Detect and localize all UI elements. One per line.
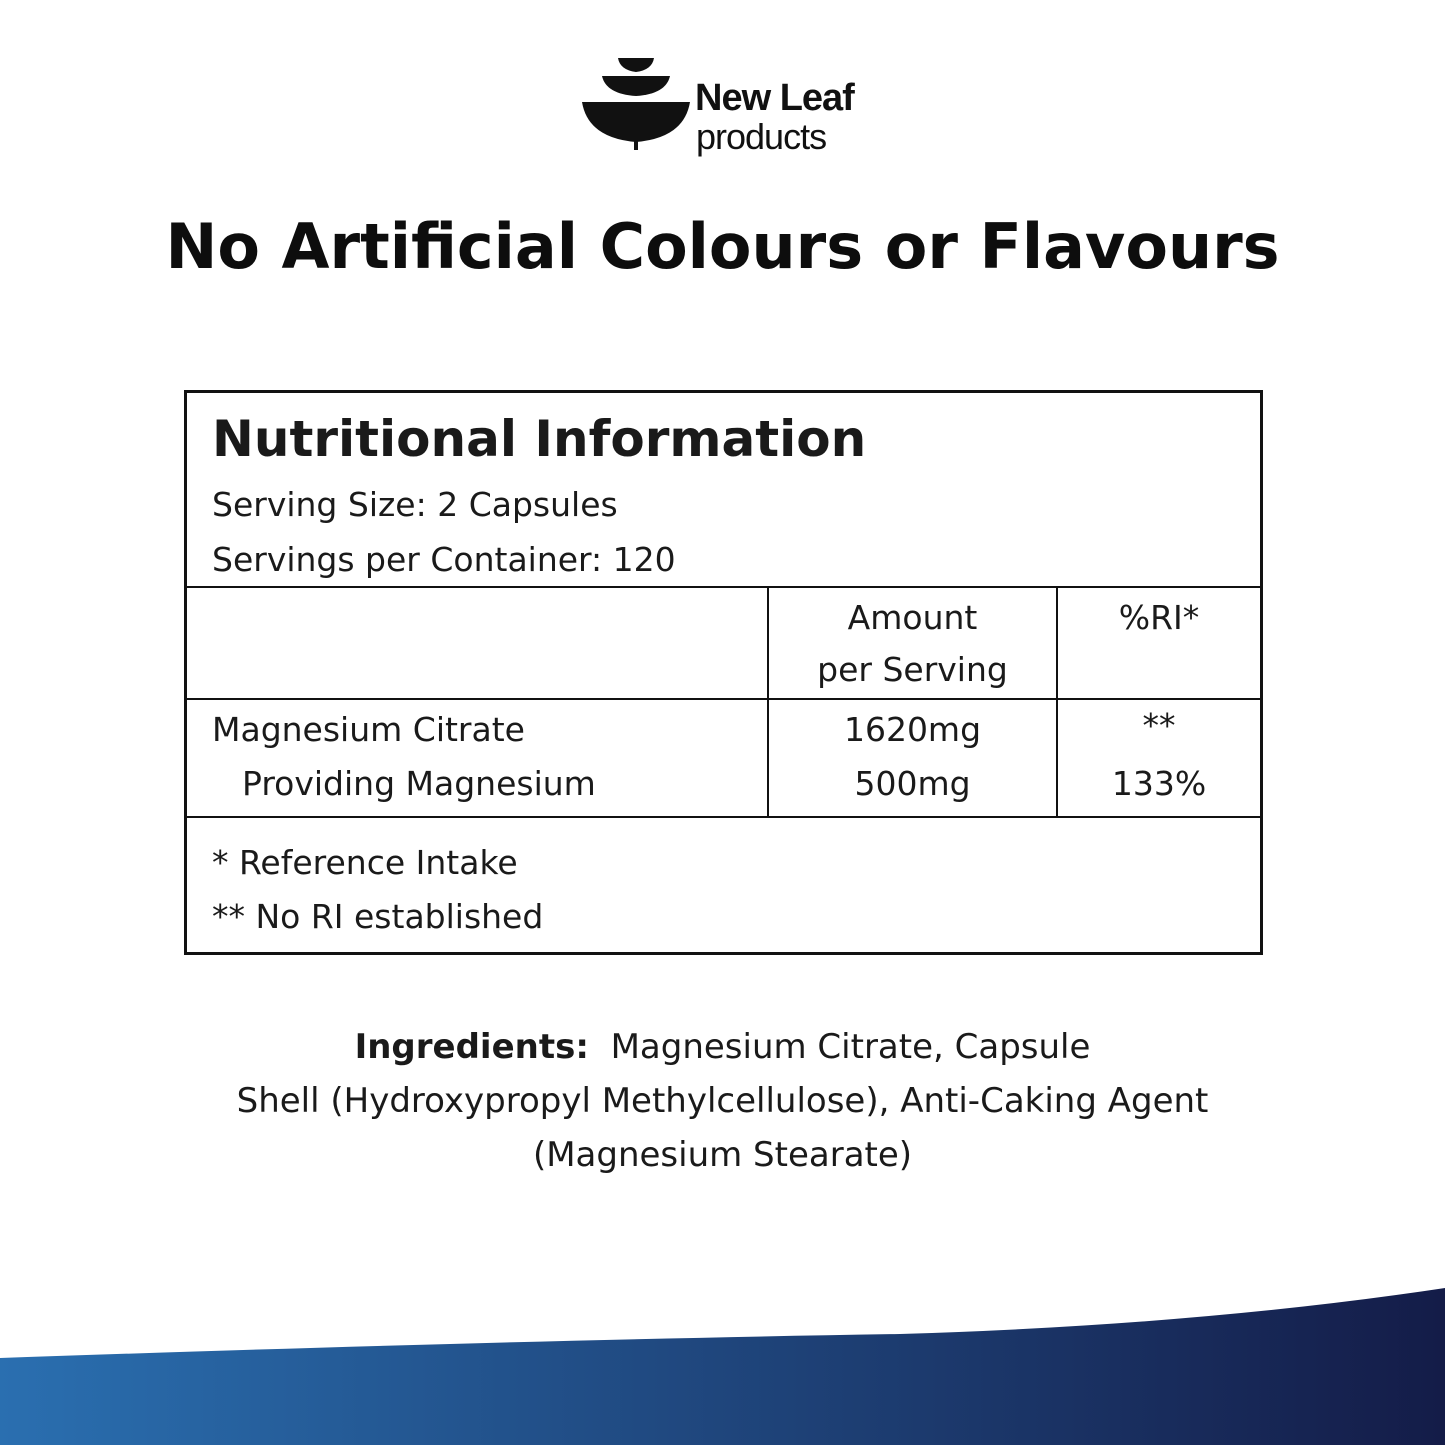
decorative-wave <box>0 1270 1445 1445</box>
ingredients-line: Shell (Hydroxypropyl Methylcellulose), Anti-Caking Agent <box>236 1081 1209 1121</box>
pagoda-leaf-icon <box>580 52 690 152</box>
brand-logo <box>580 52 880 162</box>
ingredients-label: Ingredients: <box>354 1027 589 1067</box>
footnote: ** No RI established <box>212 897 544 936</box>
table-divider <box>187 586 1260 588</box>
nutrient-ri: ** <box>1142 706 1176 745</box>
column-header-ri: %RI* <box>1118 598 1200 637</box>
ingredients-block <box>0 1020 1445 1182</box>
brand-name-line2: products <box>696 116 827 157</box>
column-header-amount: Amount <box>847 598 978 637</box>
ingredients-line <box>0 1020 1445 1074</box>
nutrient-ri: 133% <box>1111 764 1207 803</box>
brand-name-line1: New Leaf <box>695 77 854 119</box>
ingredients-text: Magnesium Citrate, Capsule <box>610 1027 1091 1067</box>
nutrient-amount: 1620mg <box>843 710 982 749</box>
ingredients-line: (Magnesium Stearate) <box>532 1135 913 1175</box>
serving-size: Serving Size: 2 Capsules <box>212 485 618 524</box>
nutrition-title: Nutritional Information <box>212 410 867 468</box>
nutrient-name: Providing Magnesium <box>242 764 596 803</box>
nutrient-amount: 500mg <box>854 764 971 803</box>
nutrient-name: Magnesium Citrate <box>212 710 525 749</box>
column-header-amount-line2: per Serving <box>817 650 1008 689</box>
table-divider <box>187 816 1260 818</box>
nutrition-table <box>184 390 1263 955</box>
page-headline: No Artificial Colours or Flavours <box>165 210 1280 283</box>
footnote: * Reference Intake <box>212 843 518 882</box>
servings-per-container: Servings per Container: 120 <box>212 540 676 579</box>
